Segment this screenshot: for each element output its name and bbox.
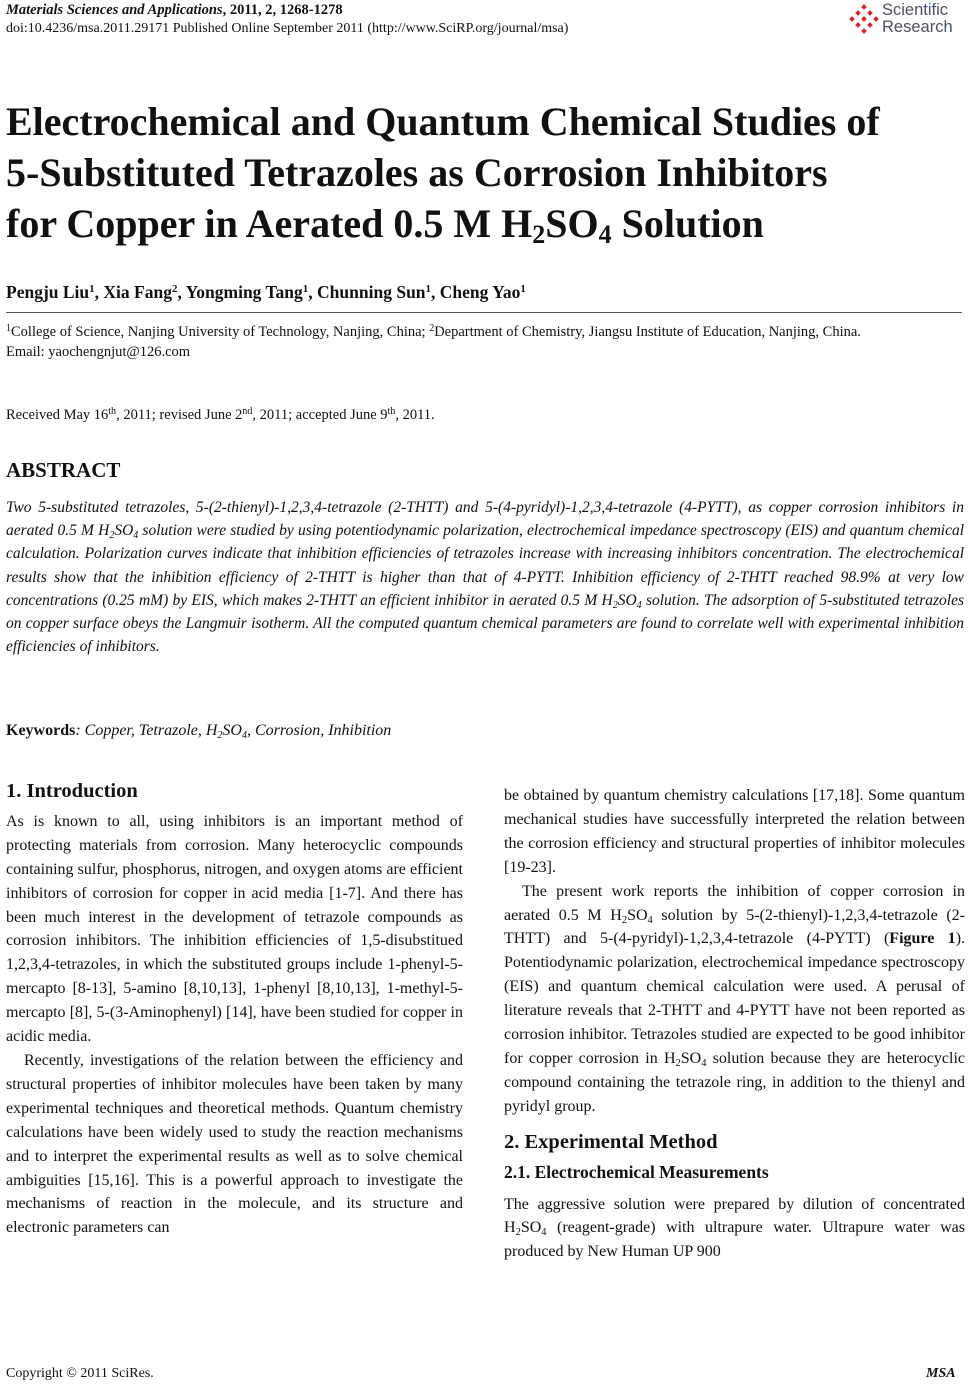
paper-title	[6, 96, 966, 249]
date-text: , 2011; revised June 2	[116, 407, 243, 423]
para-text: solution because they are heterocyclic compound containing the tetrazole ring, in addition to the thienyl and pyridyl group.	[504, 1049, 965, 1115]
footer-copyright: Copyright © 2011 SciRes.	[6, 1366, 154, 1381]
abstract-text: solution were studied by using potentiodynamic polarization, electrochemical impedance spectroscopy (EIS) and quantum chemical calculation. Polarization curves indicate that inhibition efficiencies of tetrazoles increase with increasing inhibitors concentration. The electrochemical results show that the inhibition efficiency of 2-THTT is higher than that of 4-PYTT. Inhibition efficiency of 2-THTT reached 98.9% at very low concentrations (0.25 mM) by EIS, which makes 2-THTT an efficient inhibitor in aerated 0.5 M H	[6, 522, 964, 609]
subscript: 4	[647, 914, 653, 926]
subsection-heading-electrochemical: 2.1. Electrochemical Measurements	[504, 1161, 769, 1182]
title-subscript: 2	[532, 220, 546, 249]
keywords-text: : Copper, Tetrazole, H	[75, 722, 218, 739]
paragraph	[504, 1193, 965, 1265]
para-text: The aggressive solution were prepared by dilution of concentrated H	[504, 1195, 965, 1237]
para-text: The present work reports the inhibition of copper corrosion in aerated 0.5 M H	[504, 882, 965, 924]
doi-line: doi:10.4236/msa.2011.29171 Published Online September 2011 (http://www.SciRP.org/journal/msa)	[6, 21, 569, 36]
para-text: SO	[627, 906, 648, 924]
affil-text: College of Science, Nanjing University of Technology, Nanjing, China;	[11, 324, 430, 340]
abstract-body	[6, 496, 964, 658]
date-ordinal: nd	[242, 406, 253, 417]
author-affil-mark: 2	[171, 283, 178, 295]
logo-mark-icon	[848, 4, 880, 38]
header-divider	[6, 312, 962, 313]
subscript: 2	[515, 1227, 521, 1239]
abstract-text: Two 5-substituted tetrazoles, 5-(2-thienyl)-1,2,3,4-tetrazole (2-THTT) and 5-(4-pyridyl)-1,2,3,4-tetrazole (4-PYTT), as copper corrosion inhibitors in aerated 0.5 M H	[6, 499, 964, 540]
keywords	[6, 722, 391, 740]
author-affil-mark: 1	[425, 283, 432, 295]
figure-reference-link[interactable]: Figure 1	[889, 930, 956, 948]
affil-mark: 1	[6, 323, 11, 334]
paragraph	[504, 880, 965, 1119]
abstract-text: SO	[114, 522, 134, 540]
paragraph: As is known to all, using inhibitors is an important method of protecting materials from corrosion. Many heterocyclic compounds containing sulfur, phosphorus, nitrogen, and oxygen atoms are efficient inhibitors of corrosion for copper in acid media [1-7]. And there has been much interest in the development of tetrazole compounds as corrosion inhibitors. The inhibition efficiencies of 1,5-disubstitued 1,2,3,4-tetrazoles, in which the substituted groups include 1-phenyl-5-mercapto [8-13], 5-amino [8,10,13], 1-phenyl [8,10,13], 1-methyl-5-mercapto [8], 5-(3-Aminophenyl) [14], have been studied for copper in acidic media.	[6, 812, 463, 1046]
subscript: 2	[621, 914, 628, 926]
date-text: , 2011; accepted June 9	[252, 407, 388, 423]
keywords-text: , Corrosion, Inhibition	[246, 722, 392, 739]
para-text: (reagent-grade) with ultrapure water. Ultrapure water was produced by New Human UP 900	[504, 1219, 965, 1261]
paragraph: Recently, investigations of the relation between the efficiency and structural properties of inhibitor molecules have been taken by many experimental techniques and theoretical methods. Quantum chemistry calculations have been widely used to study the reaction mechanisms and to interpret the experimental results as well as to solve chemical ambiguities [15,16]. This is a powerful approach to investigate the mechanisms of reaction in the molecule, and its structure and electronic parameters can	[6, 1051, 463, 1237]
title-line-2: 5-Substituted Tetrazoles as Corrosion Inhibitors	[6, 150, 828, 195]
author-name: Xia Fang	[103, 282, 172, 302]
abstract-heading: ABSTRACT	[6, 458, 121, 482]
logo-line-1: Scientific	[882, 1, 949, 19]
subscript: 2	[217, 730, 223, 741]
date-ordinal: th	[108, 406, 117, 417]
subscript: 4	[636, 599, 642, 611]
para-text: solution by 5-(2-thienyl)-1,2,3,4-tetrazole (2-THTT) and 5-(4-pyridyl)-1,2,3,4-tetrazole (4-PYTT) (	[504, 906, 965, 948]
para-text: SO	[680, 1049, 702, 1067]
author-affil-mark: 1	[89, 283, 95, 295]
title-line-3	[6, 198, 966, 249]
journal-header	[6, 2, 343, 19]
subscript: 2	[109, 530, 115, 542]
author-name: Chunning Sun	[317, 282, 426, 302]
keywords-text: SO	[222, 722, 242, 739]
section-heading-introduction: 1. Introduction	[6, 780, 138, 802]
left-column	[6, 780, 463, 1240]
publisher-logo	[848, 2, 966, 42]
author-name: Pengju Liu	[6, 282, 90, 302]
para-text: ). Potentiodynamic polarization, electrochemical impedance spectroscopy (EIS) and quantum chemical calculation were used. A perusal of literature reveals that 2-THTT and 4-PYTT have not been reported as corrosion inhibitor. Tetrazoles studied are expected to be good inhibitor for copper corrosion in H	[504, 930, 966, 1067]
title-text: for Copper in Aerated 0.5 M H	[6, 201, 533, 246]
received-dates	[6, 407, 435, 424]
keywords-label: Keywords	[6, 722, 76, 739]
subscript: 4	[241, 730, 247, 741]
subscript: 4	[133, 530, 139, 542]
affil-text: Department of Chemistry, Jiangsu Institute of Education, Nanjing, China.	[434, 324, 861, 340]
subscript: 4	[541, 1227, 547, 1239]
author-name: Yongming Tang	[185, 282, 303, 302]
abstract-text: SO	[617, 591, 637, 609]
logo-text	[882, 2, 953, 36]
journal-name: Materials Sciences and Applications	[6, 2, 223, 18]
title-text: Solution	[611, 201, 764, 246]
logo-line-2: Research	[882, 18, 953, 36]
para-text: SO	[520, 1219, 542, 1237]
affiliation-block	[6, 322, 964, 362]
title-text: SO	[545, 201, 599, 246]
paragraph: be obtained by quantum chemistry calculations [17,18]. Some quantum mechanical studies have successfully interpreted the relation between the corrosion efficiency and structural properties of inhibitor molecules [19-23].	[504, 787, 965, 876]
right-column	[504, 784, 965, 1264]
email: Email: yaochengnjut@126.com	[6, 344, 191, 360]
date-text: Received May 16	[6, 407, 109, 423]
date-text: , 2011.	[395, 407, 435, 423]
affiliation-text	[6, 322, 964, 342]
affil-mark: 2	[429, 323, 435, 334]
subscript: 4	[701, 1057, 707, 1069]
footer-journal-abbr: MSA	[926, 1366, 956, 1381]
date-ordinal: th	[387, 406, 396, 417]
title-subscript: 4	[598, 220, 612, 249]
author-affil-mark: 1	[520, 283, 526, 295]
abstract-text: solution. The adsorption of 5-substituted tetrazoles on copper surface obeys the Langmuir isotherm. All the computed quantum chemical parameters are found to correlate well with experimental inhibition efficiencies of inhibitors.	[6, 591, 964, 656]
subscript: 2	[675, 1057, 681, 1069]
title-line-1: Electrochemical and Quantum Chemical Studies of	[6, 99, 880, 144]
author-affil-mark: 1	[302, 283, 309, 295]
author-name: Cheng Yao	[439, 282, 521, 302]
journal-issue: , 2011, 2, 1268-1278	[222, 2, 343, 18]
author-list: Pengju Liu$^1$, Xia Fang$^2$, Yongming Tang$^1$, Chunning Sun$^1$, Cheng Yao$^1$	[6, 282, 526, 302]
section-heading-experimental: 2. Experimental Method	[504, 1130, 718, 1153]
subscript: 2	[612, 599, 618, 611]
